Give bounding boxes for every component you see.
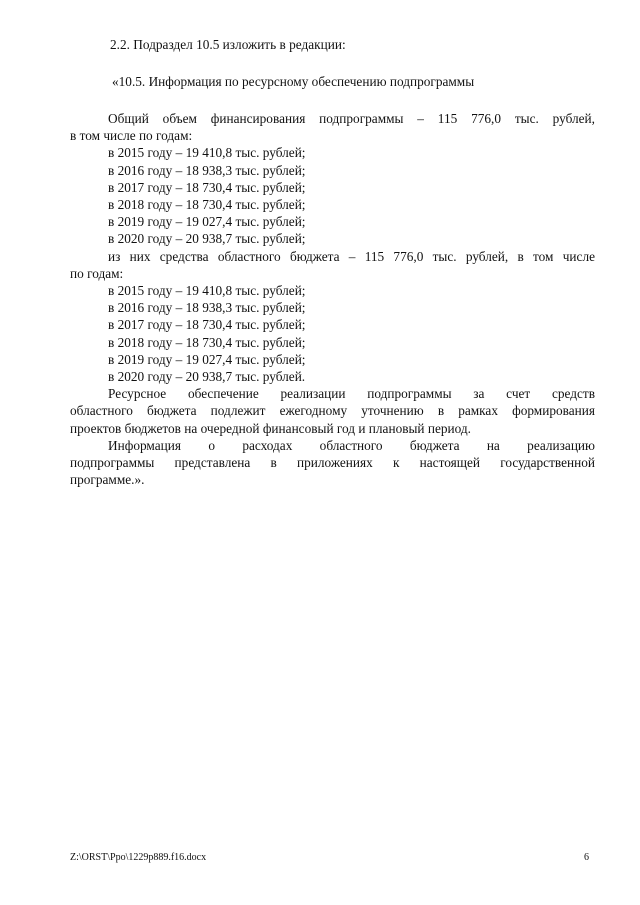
list-item: в 2015 году – 19 410,8 тыс. рублей;: [108, 283, 306, 299]
info-paragraph-line: программе.».: [70, 472, 145, 488]
info-paragraph-line: подпрограммы представлена в приложениях к настоящей государственной: [70, 455, 595, 471]
list-item: в 2017 году – 18 730,4 тыс. рублей;: [108, 179, 306, 195]
regional-budget-line-continued: по годам:: [70, 265, 124, 281]
list-item: в 2018 году – 18 730,4 тыс. рублей;: [108, 334, 306, 350]
footer-file-path: Z:\ORST\Ppo\1229p889.f16.docx: [70, 852, 207, 863]
list-item: в 2017 году – 18 730,4 тыс. рублей;: [108, 317, 306, 333]
total-year-list: [70, 144, 595, 247]
intro-line: 2.2. Подраздел 10.5 изложить в редакции:: [110, 37, 346, 52]
total-financing-line: Общий объем финансирования подпрограммы – 115 776,0 тыс. рублей,: [108, 111, 595, 126]
list-item: в 2020 году – 20 938,7 тыс. рублей.: [108, 369, 306, 385]
list-item: в 2019 году – 19 027,4 тыс. рублей;: [108, 351, 306, 367]
section-title: «10.5. Информация по ресурсному обеспечению подпрограммы: [112, 74, 475, 89]
resource-paragraph-line: Ресурсное обеспечение реализации подпрограммы за счет средств: [108, 386, 595, 402]
list-item: в 2020 году – 20 938,7 тыс. рублей;: [108, 231, 306, 247]
body-text: [70, 110, 595, 488]
info-paragraph-line: Информация о расходах областного бюджета на реализацию: [108, 437, 595, 453]
resource-paragraph-line: проектов бюджетов на очередной финансовый год и плановый период.: [70, 420, 472, 436]
regional-budget-line: из них средства областного бюджета – 115 776,0 тыс. рублей, в том числе: [108, 248, 595, 264]
page-number: 6: [584, 852, 589, 863]
total-financing-line-continued: в том числе по годам:: [70, 128, 193, 144]
regional-year-list: [70, 282, 595, 385]
list-item: в 2016 году – 18 938,3 тыс. рублей;: [108, 300, 306, 316]
list-item: в 2016 году – 18 938,3 тыс. рублей;: [108, 162, 306, 178]
list-item: в 2019 году – 19 027,4 тыс. рублей;: [108, 214, 306, 230]
list-item: в 2015 году – 19 410,8 тыс. рублей;: [108, 145, 306, 161]
list-item: в 2018 году – 18 730,4 тыс. рублей;: [108, 197, 306, 213]
resource-paragraph-line: областного бюджета подлежит ежегодному уточнению в рамках формирования: [70, 403, 595, 419]
